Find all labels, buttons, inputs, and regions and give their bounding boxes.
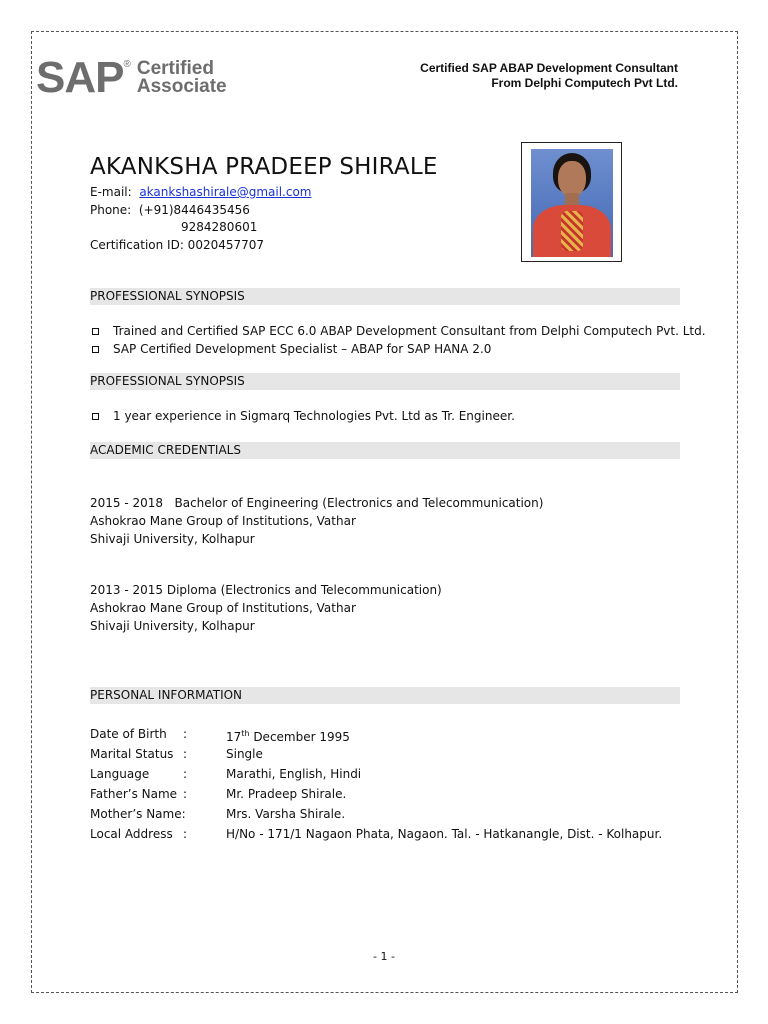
email-row [90,184,312,202]
personal-row: Father’s Name : Mr. Pradeep Shirale. [90,787,347,801]
section-heading-experience: PROFESSIONAL SYNOPSIS [90,373,680,390]
section-heading-academic: ACADEMIC CREDENTIALS [90,442,680,459]
experience-list [90,407,515,425]
section-heading-synopsis: PROFESSIONAL SYNOPSIS [90,288,680,305]
synopsis-list [90,322,706,358]
list-item: 1 year experience in Sigmarq Technologies Pvt. Ltd as Tr. Engineer. [90,407,515,425]
bullet-icon [92,346,99,353]
profile-photo-frame [521,142,622,262]
phone-secondary: 9284280601 [181,220,258,234]
header-title [420,61,678,91]
personal-info-table [90,724,662,844]
email-label: E-mail: [90,185,132,199]
list-item: Trained and Certified SAP ECC 6.0 ABAP Development Consultant from Delphi Computech Pvt. Ltd. [90,322,706,340]
profile-photo [531,149,613,257]
phone-row [90,202,312,220]
academic-entry: 2015 - 2018 Bachelor of Engineering (Electronics and Telecommunication) Ashokrao Mane Group of Institutions, Vathar Shivaji University, Kolhapur [90,496,544,546]
personal-row: Date of Birth : 17th December 1995 [90,727,350,744]
header-title-line2: From Delphi Computech Pvt Ltd. [491,76,678,90]
section-heading-personal: PERSONAL INFORMATION [90,687,680,704]
header-title-line1: Certified SAP ABAP Development Consultant [420,61,678,75]
certification-id: Certification ID: 0020457707 [90,237,265,252]
phone-primary: (+91)8446435456 [138,202,250,217]
personal-row: Mother’s Name: Mrs. Varsha Shirale. [90,807,346,821]
email-link[interactable]: akankshashirale@gmail.com [139,185,312,199]
personal-row: Language : Marathi, English, Hindi [90,767,362,781]
logo-line1: Certified [136,58,214,79]
logo-line2: Associate [136,76,227,97]
phone-label: Phone: [90,202,132,217]
bullet-icon [92,328,99,335]
logo-brand: SAP [36,53,124,102]
list-item: SAP Certified Development Specialist – ABAP for SAP HANA 2.0 [90,340,706,358]
page-number: - 1 - [373,950,395,963]
registered-mark: ® [123,58,131,70]
academic-entry: 2013 - 2015 Diploma (Electronics and Telecommunication) Ashokrao Mane Group of Institutions, Vathar Shivaji University, Kolhapur [90,583,442,633]
contact-block [90,184,312,254]
personal-row: Marital Status : Single [90,747,263,761]
sap-certified-logo [36,53,227,102]
personal-row: Local Address : H/No - 171/1 Nagaon Phata, Nagaon. Tal. - Hatkanangle, Dist. - Kolhapur. [90,827,663,841]
candidate-name: AKANKSHA PRADEEP SHIRALE [90,154,438,180]
bullet-icon [92,413,99,420]
logo-certified-text [137,60,227,96]
